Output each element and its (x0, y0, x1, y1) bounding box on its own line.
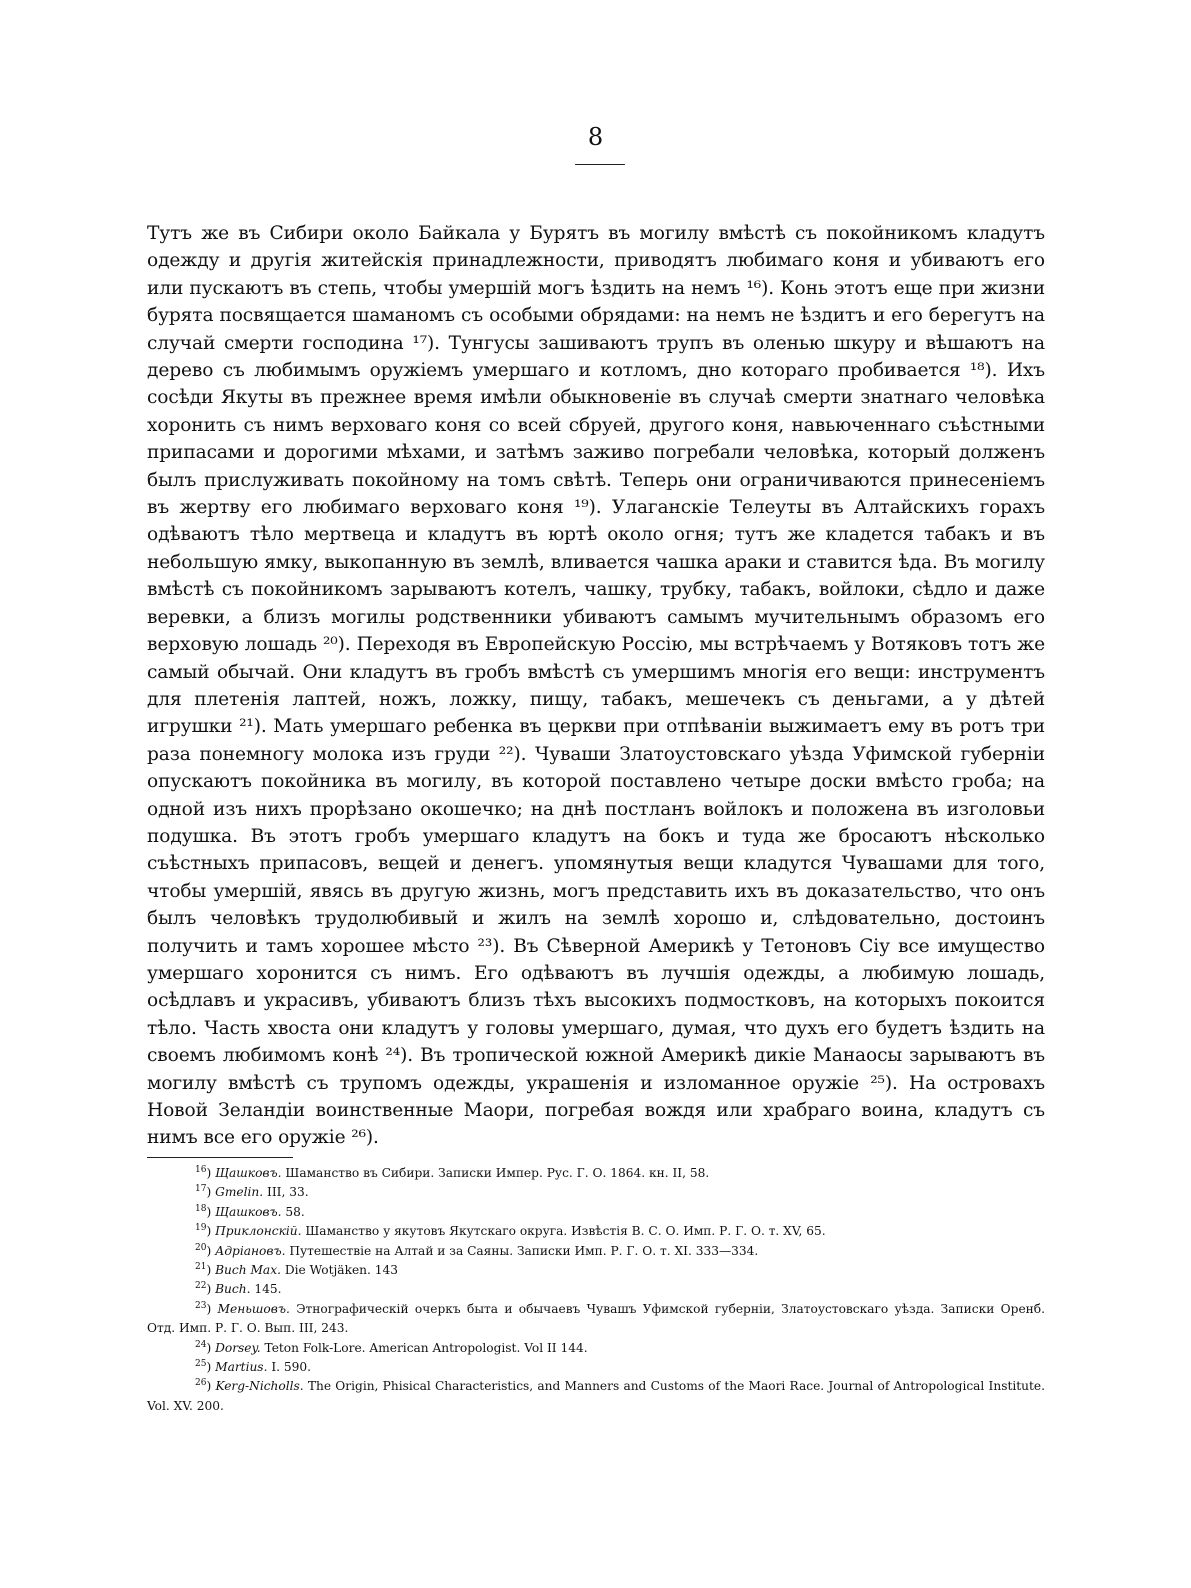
footnote-number: 24 (195, 1339, 207, 1350)
footnote: $^{19}$) Приклонскій. Шаманство у якутовъ Якутскаго округа. Извѣстія В. С. О. Имп. Р. Г. О. т. XV, 65. (195, 1223, 826, 1239)
footnote-author: Меньшовъ. (217, 1301, 290, 1316)
footnote-list (147, 1164, 1045, 1416)
body-paragraph: Тутъ же въ Сибири около Байкала у Бурятъ въ могилу вмѣстѣ съ покойникомъ кладутъ одежду и другія житейскія принадлежности, приводятъ любимаго коня и убиваютъ его или пускаютъ въ степь, чтобы умершій могъ ѣздить на немъ ¹⁶). Конь этотъ еще при жизни бурята посвящается шаманомъ съ особыми обрядами: на немъ не ѣздитъ и его берегутъ на случай смерти господина ¹⁷). Тунгусы зашиваютъ трупъ въ оленью шкуру и вѣшаютъ на дерево съ любимымъ оружіемъ умершаго и котломъ, дно котораго пробивается ¹⁸). Ихъ сосѣди Якуты въ прежнее время имѣли обыкновеніе въ случаѣ смерти знатнаго человѣка хоронить съ нимъ верховаго коня со всей сбруей, другого коня, навьюченнаго съѣстными припасами и дорогими мѣхами, и затѣмъ заживо погребали человѣка, который долженъ былъ прислуживать покойному на томъ свѣтѣ. Теперь они ограничиваются принесеніемъ въ жертву его любимаго верховаго коня ¹⁹). Улаганскіе Телеуты въ Алтайскихъ горахъ одѣваютъ тѣло мертвеца и кладутъ въ юртѣ около огня; тутъ же кладется табакъ и въ небольшую ямку, выкопанную въ землѣ, вливается чашка араки и ставится ѣда. Въ могилу вмѣстѣ съ покойникомъ зарываютъ котелъ, чашку, трубку, табакъ, войлоки, сѣдло и даже веревки, а близъ могилы родственники убиваютъ самымъ мучительнымъ образомъ его верховую лошадь ²⁰). Переходя въ Европейскую Россію, мы встрѣчаемъ у Вотяковъ тотъ же самый обычай. Они кладутъ въ гробъ вмѣстѣ съ умершимъ многія его вещи: инструментъ для плетенія лаптей, ножъ, ложку, пищу, табакъ, мешечекъ съ деньгами, а у дѣтей игрушки ²¹). Мать умершаго ребенка въ церкви при отпѣваніи выжимаетъ ему въ ротъ три раза понемногу молока изъ груди ²²). Чуваши Златоустовскаго уѣзда Уфимской губерніи опускаютъ покойника въ могилу, въ которой поставлено четыре доски вмѣсто гроба; на одной изъ нихъ прорѣзано окошечко; на днѣ постланъ войлокъ и положена въ изголовьи подушка. Въ этотъ гробъ умершаго кладутъ на бокъ и туда же бросаютъ нѣсколько съѣстныхъ припасовъ, вещей и денегъ. упомянутыя вещи кладутся Чувашами для того, чтобы умершій, явясь въ другую жизнь, могъ представить ихъ въ доказательство, что онъ былъ человѣкъ трудолюбивый и жилъ на землѣ хорошо и, слѣдовательно, достоинъ получить и тамъ хорошее мѣсто ²³). Въ Сѣверной Америкѣ у Тетоновъ Сіу все имущество умершаго хоронится съ нимъ. Его одѣваютъ въ лучшія одежды, а любимую лошадь, осѣдлавъ и украсивъ, убиваютъ близъ тѣхъ высокихъ подмостковъ, на которыхъ покоится тѣло. Часть хвоста они кладутъ у головы умершаго, думая, что духъ его будетъ ѣздить на своемъ любимомъ конѣ ²⁴). Въ тропической южной Америкѣ дикіе Манаосы зарываютъ въ могилу вмѣстѣ съ трупомъ одежды, украшенія и изломанное оружіе ²⁵). На островахъ Новой Зеландіи воинственные Маори, погребая вождя или храбраго воина, кладутъ съ нимъ все его оружіе ²⁶). (147, 223, 1045, 1149)
footnote-rule (147, 1157, 293, 1158)
footnote-text: I. 590. (271, 1360, 312, 1375)
footnote-text: Путешествіе на Алтай и за Саяны. Записки Имп. Р. Г. О. т. XI. 333—334. (289, 1243, 759, 1258)
footnote-text: 145. (254, 1282, 282, 1297)
footnote-number: 22 (195, 1281, 207, 1292)
footnote: $^{20}$) Адріановъ. Путешествіе на Алтай и за Саяны. Записки Имп. Р. Г. О. т. XI. 333—334. (195, 1242, 759, 1258)
page-number: 8 (587, 123, 604, 151)
footnote-number: 16 (195, 1164, 207, 1175)
footnote-author: Martius. (215, 1360, 268, 1375)
body-text (147, 220, 1045, 1152)
footnote-number: 21 (195, 1261, 207, 1272)
footnote-author: Kerg-Nicholls. (215, 1379, 304, 1394)
footnote-number: 25 (195, 1359, 207, 1369)
footnote-author: Адріановъ. (215, 1243, 286, 1258)
footnote-number: 19 (195, 1223, 207, 1234)
footnote-author: Gmelin. (215, 1185, 264, 1200)
footnote-number: 18 (195, 1203, 207, 1214)
footnote-author: Dorsey. (215, 1340, 261, 1355)
footnote-text: The Origin, Phisical Characteristics, and Manners and Customs of the Maori Race. Journal of Antropological Institute. Vol. XV. 200. (147, 1379, 1045, 1413)
footnote: $^{26}$) Kerg-Nicholls. The Origin, Phisical Characteristics, and Manners and Customs of the Maori Race. Journal of Antropological Institute. Vol. XV. 200. (147, 1378, 1045, 1413)
footnote: $^{23}$) Меньшовъ. Этнографическій очеркъ быта и обычаевъ Чувашъ Уфимской губерніи, Златоустовскаго уѣзда. Записки Оренб. Отд. Имп. Р. Г. О. Вып. III, 243. (147, 1300, 1045, 1336)
footnote-number: 17 (195, 1184, 207, 1195)
page-number-rule (575, 164, 625, 165)
footnote-text: Этнографическій очеркъ быта и обычаевъ Чувашъ Уфимской губерніи, Златоустовскаго уѣзда. Записки Оренб. Отд. Имп. Р. Г. О. Вып. III, 243. (147, 1301, 1045, 1336)
footnote-text: Die Wotjäken. 143 (284, 1263, 399, 1278)
footnote-text: Шаманство въ Сибири. Записки Импер. Рус. Г. О. 1864. кн. II, 58. (285, 1166, 710, 1180)
footnote: $^{17}$) Gmelin. III, 33. (195, 1184, 309, 1200)
footnote-author: Buch. (215, 1282, 251, 1297)
footnote-number: 23 (195, 1300, 207, 1311)
footnote-text: III, 33. (267, 1185, 309, 1200)
footnote: $^{18}$) Щашковъ. 58. (195, 1203, 305, 1219)
footnote-text: Шаманство у якутовъ Якутскаго округа. Извѣстія В. С. О. Имп. Р. Г. О. т. XV, 65. (305, 1224, 826, 1239)
footnote-author: Buch Max. (215, 1263, 281, 1278)
footnote-number: 20 (195, 1242, 207, 1253)
footnote-author: Щашковъ. (215, 1204, 282, 1219)
footnote-author: Щашковъ. (215, 1166, 282, 1180)
footnote-number: 26 (195, 1378, 207, 1389)
footnote: $^{16}$) Щашковъ. Шаманство въ Сибири. Записки Импер. Рус. Г. О. 1864. кн. II, 58. (195, 1164, 710, 1180)
footnote-author: Приклонскій. (215, 1224, 302, 1239)
footnote: $^{24}$) Dorsey. Teton Folk-Lore. American Antropologist. Vol II 144. (195, 1339, 588, 1355)
footnote: $^{25}$) Martius. I. 590. (195, 1359, 312, 1375)
footnote-text: 58. (285, 1204, 305, 1219)
footnote-text: Teton Folk-Lore. American Antropologist. Vol II 144. (264, 1340, 588, 1355)
footnote: $^{21}$) Buch Max. Die Wotjäken. 143 (195, 1261, 399, 1278)
footnote: $^{22}$) Buch. 145. (195, 1281, 282, 1297)
